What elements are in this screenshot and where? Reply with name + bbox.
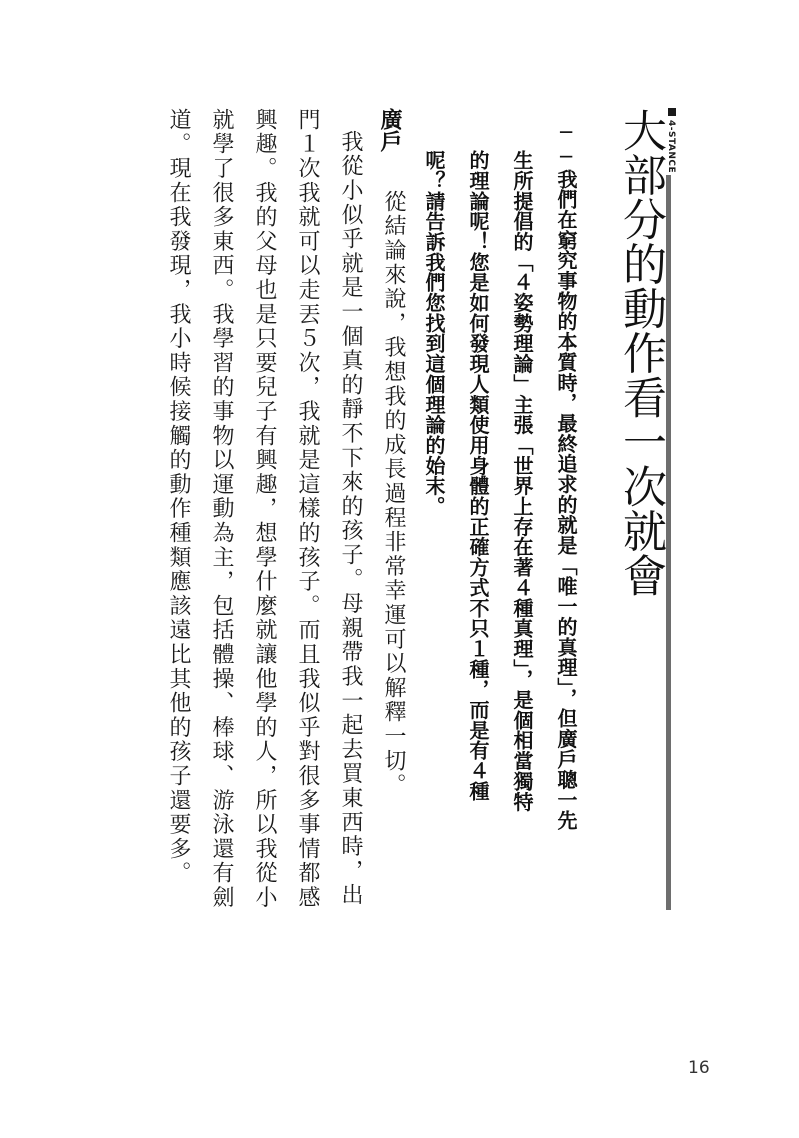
page-number: 16 [688,1058,710,1078]
answer-line: 興趣。我的父母也是只要兒子有興趣，想學什麼就讓他學的人，所以我從小 [252,108,277,910]
section-label: 4-STANCE [666,120,676,174]
question-line: 呢？請告訴我們您找到這個理論的始末。 [422,150,446,517]
answer-line: 從結論來說，我想我的成長過程非常幸運可以解釋一切。 [381,190,406,798]
page-title: 大部分的動作看一次就會 [615,108,666,598]
answer-line: 道。現在我發現，我小時候接觸的動作種類應該遠比其他的孩子還要多。 [166,108,191,886]
answer-line: 就學了很多東西。我學習的事物以運動為主，包括體操、棒球、游泳還有劍 [209,108,234,910]
answer-line: 門１次我就可以走丟５次，我就是這樣的孩子。而且我似乎對很多事情都感 [295,108,320,910]
section-marker-square [668,108,676,116]
answer-line: 我從小似乎就是一個真的靜不下來的孩子。母親帶我一起去買東西時，出 [338,130,363,908]
question-line: 生所提倡的「４姿勢理論」主張「世界上存在著４種真理」，是個相當獨特 [510,150,534,812]
question-line: ──我們在窮究事物的本質時，最終追求的就是「唯一的真理」，但廣戶聰一先 [554,120,578,831]
question-line: 的理論呢！您是如何發現人類使用身體的正確方式不只１種，而是有４種 [466,150,490,802]
speaker-name: 廣戶 [377,108,402,152]
section-bar [666,175,671,910]
